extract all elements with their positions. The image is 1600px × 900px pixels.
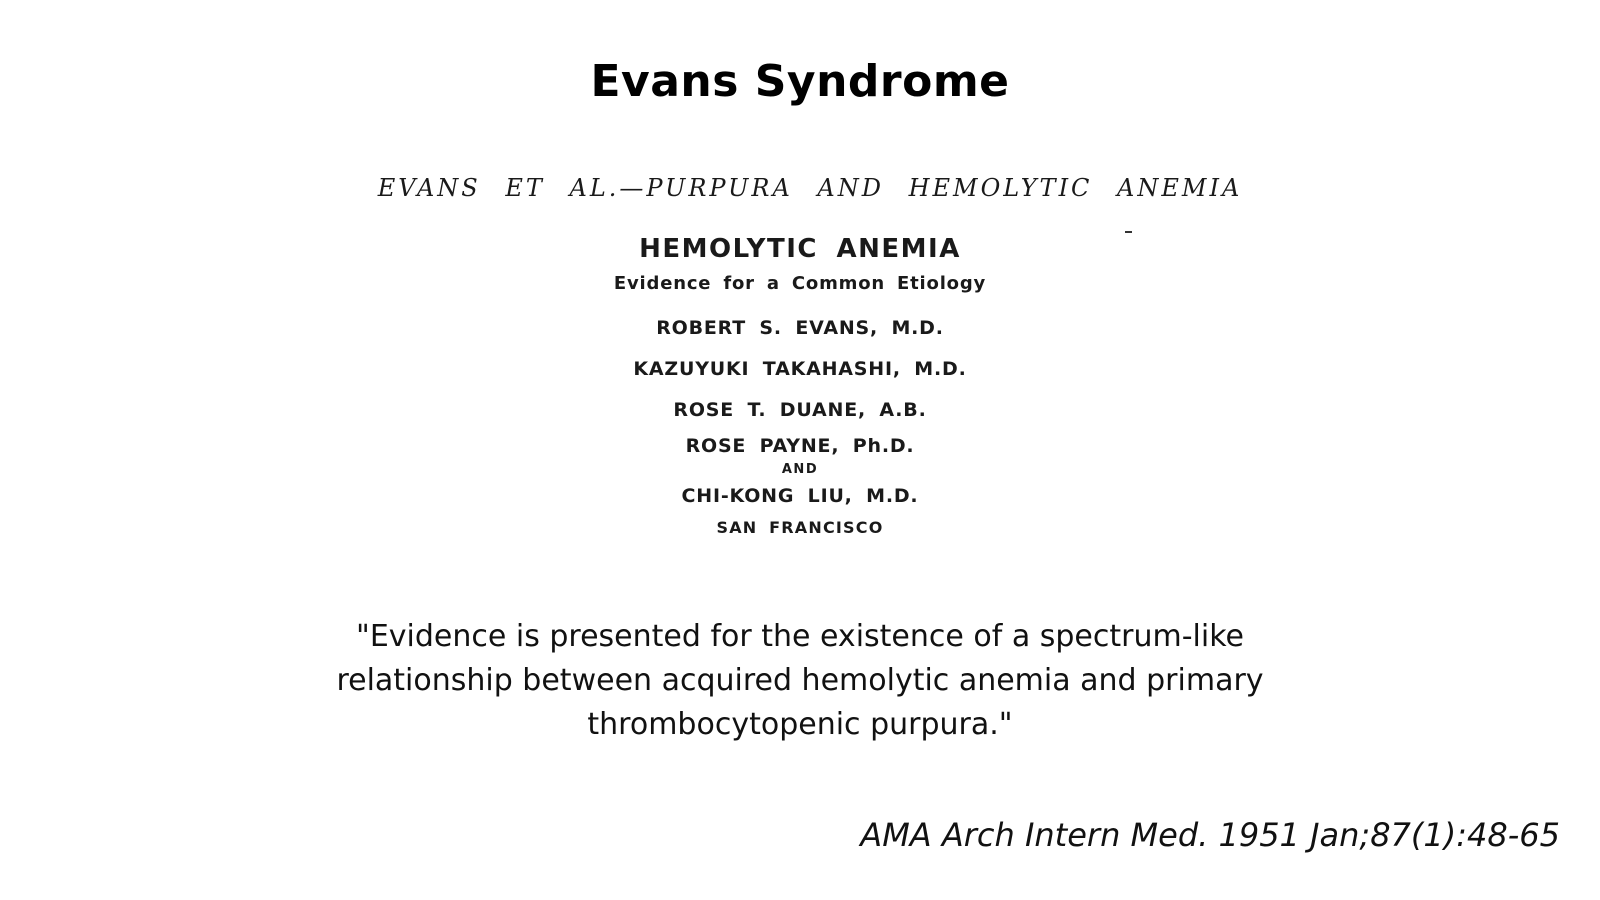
article-scan xyxy=(0,170,1600,543)
slide-title: Evans Syndrome xyxy=(590,56,1010,107)
author-name: CHI-KONG LIU, M.D. xyxy=(681,485,919,507)
scan-artifact-mark xyxy=(1125,231,1132,233)
author-name: ROSE PAYNE, Ph.D. xyxy=(685,435,915,457)
running-head: EVANS ET AL.—PURPURA AND HEMOLYTIC ANEMIA xyxy=(377,174,1243,202)
author-name: ROBERT S. EVANS, M.D. xyxy=(656,317,944,339)
author-name: KAZUYUKI TAKAHASHI, M.D. xyxy=(633,358,967,380)
author-list xyxy=(0,308,1600,543)
author-location: SAN FRANCISCO xyxy=(716,518,884,537)
abstract-quote: "Evidence is presented for the existence of a spectrum-like relationship between acquired hemolytic anemia and primary thrombocytopenic purpura." xyxy=(336,619,1264,742)
citation: AMA Arch Intern Med. 1951 Jan;87(1):48-65 xyxy=(860,816,1560,854)
author-name: ROSE T. DUANE, A.B. xyxy=(673,399,927,421)
author-conjunction: AND xyxy=(781,462,819,477)
article-title: HEMOLYTIC ANEMIA xyxy=(639,234,961,264)
article-subtitle: Evidence for a Common Etiology xyxy=(613,273,987,294)
